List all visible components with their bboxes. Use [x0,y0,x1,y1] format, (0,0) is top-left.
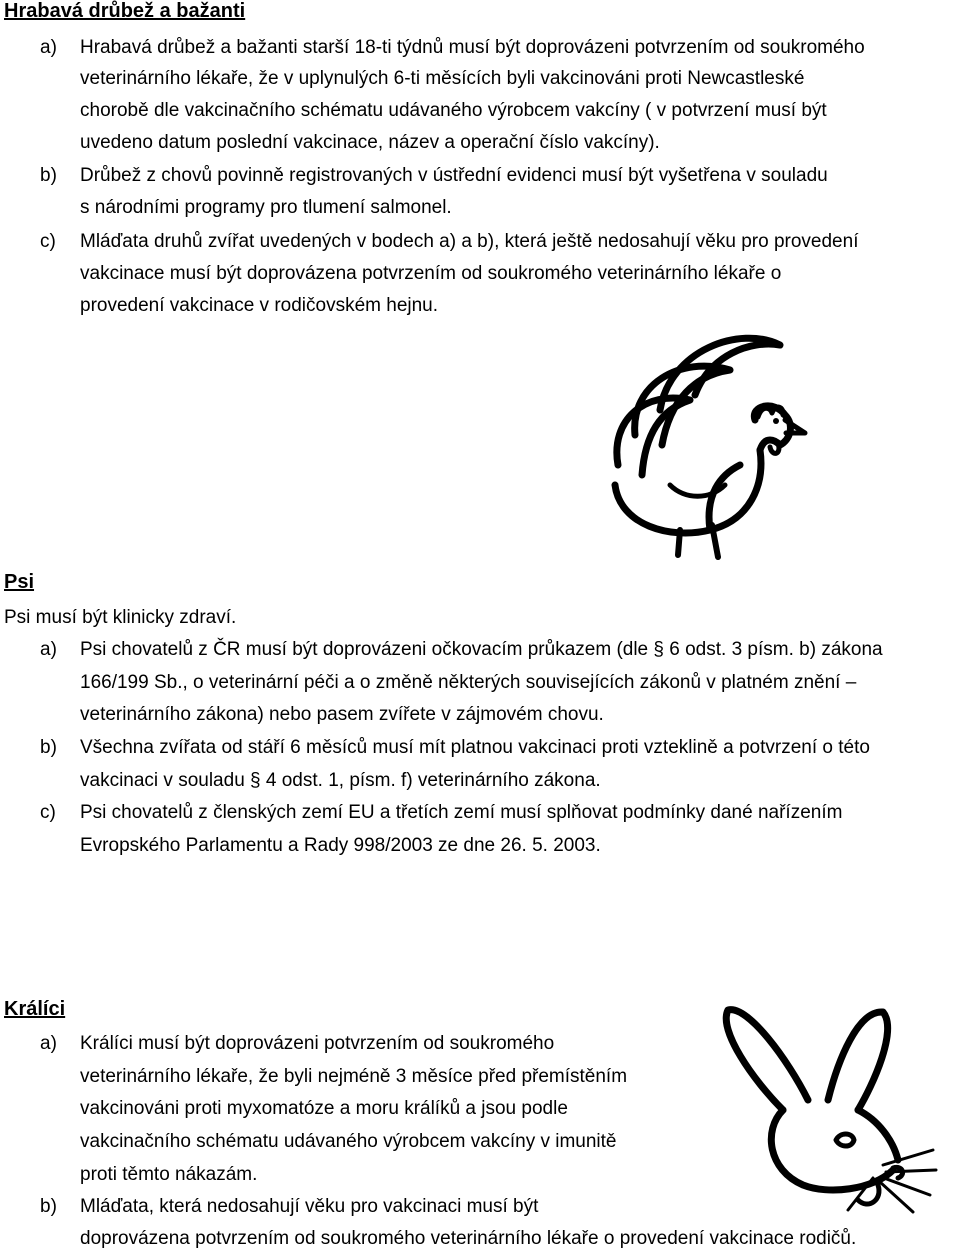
list-item-line: veterinárního lékaře, že byli nejméně 3 měsíce před přemístěním [80,1066,628,1087]
list-marker: c) [40,231,56,252]
list-marker: b) [40,1196,57,1217]
rooster-icon [600,325,820,560]
list-item-line: uvedeno datum poslední vakcinace, název a operační číslo vakcíny). [80,132,660,153]
section-heading-poultry: Hrabavá drůbež a bažanti [4,0,246,22]
list-item-line: Králíci musí být doprovázeni potvrzením od soukromého [80,1033,555,1054]
list-item-line: s národními programy pro tlumení salmonel. [80,197,452,218]
list-marker: b) [40,737,57,758]
list-item-line: proti těmto nákazám. [80,1164,258,1185]
list-item-line: Psi chovatelů z ČR musí být doprovázeni očkovacím průkazem (dle § 6 odst. 3 písm. b) zákona [80,639,883,660]
list-item-line: veterinárního lékaře, že v uplynulých 6-ti měsících byli vakcinováni proti Newcastleské [80,68,805,89]
list-item-line: Mláďata, která nedosahují věku pro vakcinaci musí být [80,1196,539,1217]
list-item-line: Všechna zvířata od stáří 6 měsíců musí mít platnou vakcinaci proti vzteklině a potvrzení o této [80,737,870,758]
list-marker: b) [40,165,57,186]
list-item-line: Drůbež z chovů povinně registrovaných v ústřední evidenci musí být vyšetřena v souladu [80,165,828,186]
section-heading-rabbits: Králíci [4,998,66,1020]
list-item-line: 166/199 Sb., o veterinární péči a o změně některých souvisejících zákonů v platném znění – [80,672,857,693]
list-item-line: Evropského Parlamentu a Rady 998/2003 ze dne 26. 5. 2003. [80,835,601,856]
list-item-line: veterinárního zákona) nebo pasem zvířete v zájmovém chovu. [80,704,604,725]
dogs-intro: Psi musí být klinicky zdraví. [4,607,237,628]
list-marker: c) [40,802,56,823]
list-marker: a) [40,37,57,58]
list-marker: a) [40,1033,57,1054]
list-item-line: vakcinace musí být doprovázena potvrzením od soukromého veterinárního lékaře o [80,263,782,284]
list-item-line: Mláďata druhů zvířat uvedených v bodech a) a b), která ještě nedosahují věku pro provedení [80,231,859,252]
list-item-line: Hrabavá drůbež a bažanti starší 18-ti týdnů musí být doprovázeni potvrzením od soukromého [80,37,865,58]
list-marker: a) [40,639,57,660]
list-item-line: vakcinačního schématu udávaného výrobcem vakcíny v imunitě [80,1131,617,1152]
list-item-line: vakcinaci v souladu § 4 odst. 1, písm. f) veterinárního zákona. [80,770,601,791]
section-heading-dogs: Psi [4,571,35,593]
list-item-line: doprovázena potvrzením od soukromého veterinárního lékaře o provedení vakcinace rodičů. [80,1228,857,1249]
rabbit-icon [708,1000,938,1222]
list-item-line: chorobě dle vakcinačního schématu udávaného výrobcem vakcíny ( v potvrzení musí být [80,100,827,121]
list-item-line: vakcinováni proti myxomatóze a moru králíků a jsou podle [80,1098,568,1119]
list-item-line: provedení vakcinace v rodičovském hejnu. [80,295,439,316]
list-item-line: Psi chovatelů z členských zemí EU a třetích zemí musí splňovat podmínky dané nařízením [80,802,843,823]
